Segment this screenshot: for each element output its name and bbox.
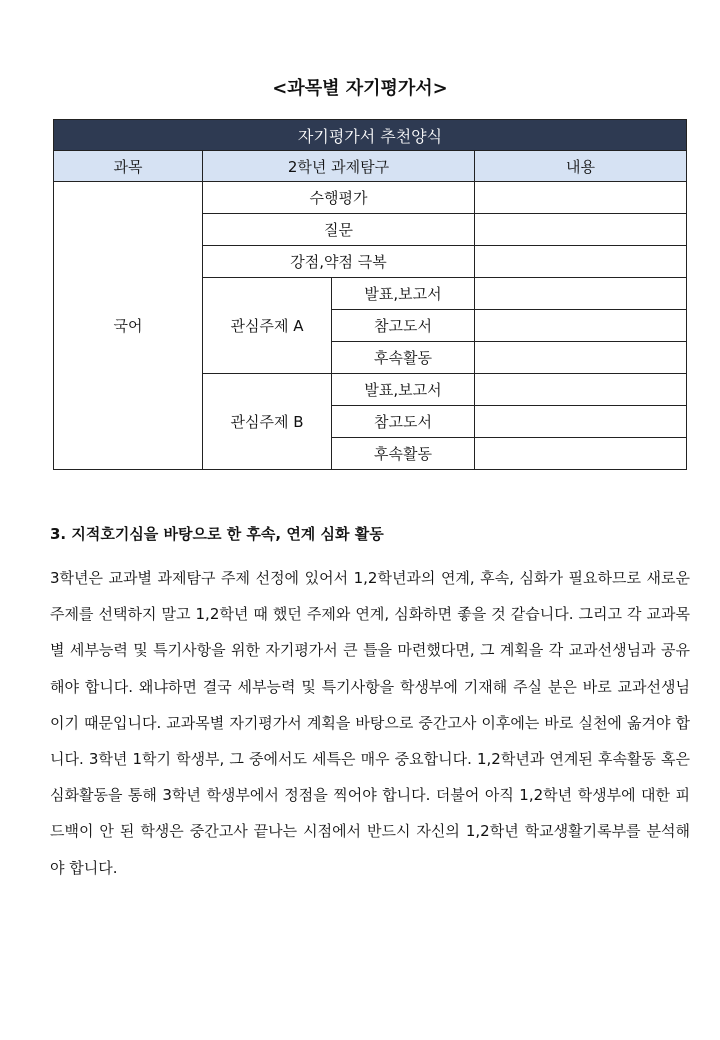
task-item-cell: 참고도서: [332, 310, 475, 342]
content-cell: [475, 406, 687, 438]
table-row: [54, 182, 687, 214]
section-heading: 3. 지적호기심을 바탕으로 한 후속, 연계 심화 활동: [50, 525, 384, 543]
table-title: 자기평가서 추천양식: [54, 120, 687, 151]
task-item-cell: 후속활동: [332, 342, 475, 374]
content-cell: [475, 214, 687, 246]
task-item-cell: 참고도서: [332, 406, 475, 438]
document-title: <과목별 자기평가서>: [272, 78, 448, 99]
task-cell: 강점,약점 극복: [203, 246, 475, 278]
section-paragraph: 3학년은 교과별 과제탐구 주제 선정에 있어서 1,2학년과의 연계, 후속, 심화가 필요하므로 새로운 주제를 선택하지 말고 1,2학년 때 했던 주제와 연계, 심화하면 좋을 것 같습니다. 그리고 각 교과목별 세부능력 및 특기사항을 위한 자기평가서 큰 틀을 마련했다면, 그 계획을 각 교과선생님과 공유해야 합니다. 왜냐하면 결국 세부능력 및 특기사항을 학생부에 기재해 주실 분은 바로 교과선생님이기 때문입니다. 교과목별 자기평가서 계획을 바탕으로 중간고사 이후에는 바로 실천에 옮겨야 합니다. 3학년 1학기 학생부, 그 중에서도 세특은 매우 중요합니다. 1,2학년과 연계된 후속활동 혹은 심화활동을 통해 3학년 학생부에서 정점을 찍어야 합니다. 더불어 아직 1,2학년 학생부에 대한 피드백이 안 된 학생은 중간고사 끝나는 시점에서 반드시 자신의 1,2학년 학교생활기록부를 분석해야 합니다.: [50, 569, 690, 877]
task-item-cell: 후속활동: [332, 438, 475, 470]
content-cell: [475, 342, 687, 374]
group-b-label: 관심주제 B: [203, 374, 332, 470]
self-evaluation-table: [53, 119, 687, 470]
content-cell: [475, 438, 687, 470]
task-cell: 수행평가: [203, 182, 475, 214]
content-cell: [475, 246, 687, 278]
header-subject: 과목: [54, 151, 203, 182]
table-header-row: [54, 151, 687, 182]
header-task: 2학년 과제탐구: [203, 151, 475, 182]
task-cell: 질문: [203, 214, 475, 246]
content-cell: [475, 374, 687, 406]
content-cell: [475, 310, 687, 342]
content-cell: [475, 182, 687, 214]
subject-cell: 국어: [54, 182, 203, 470]
group-a-label: 관심주제 A: [203, 278, 332, 374]
content-cell: [475, 278, 687, 310]
task-item-cell: 발표,보고서: [332, 278, 475, 310]
task-item-cell: 발표,보고서: [332, 374, 475, 406]
header-content: 내용: [475, 151, 687, 182]
table-title-row: [54, 120, 687, 151]
